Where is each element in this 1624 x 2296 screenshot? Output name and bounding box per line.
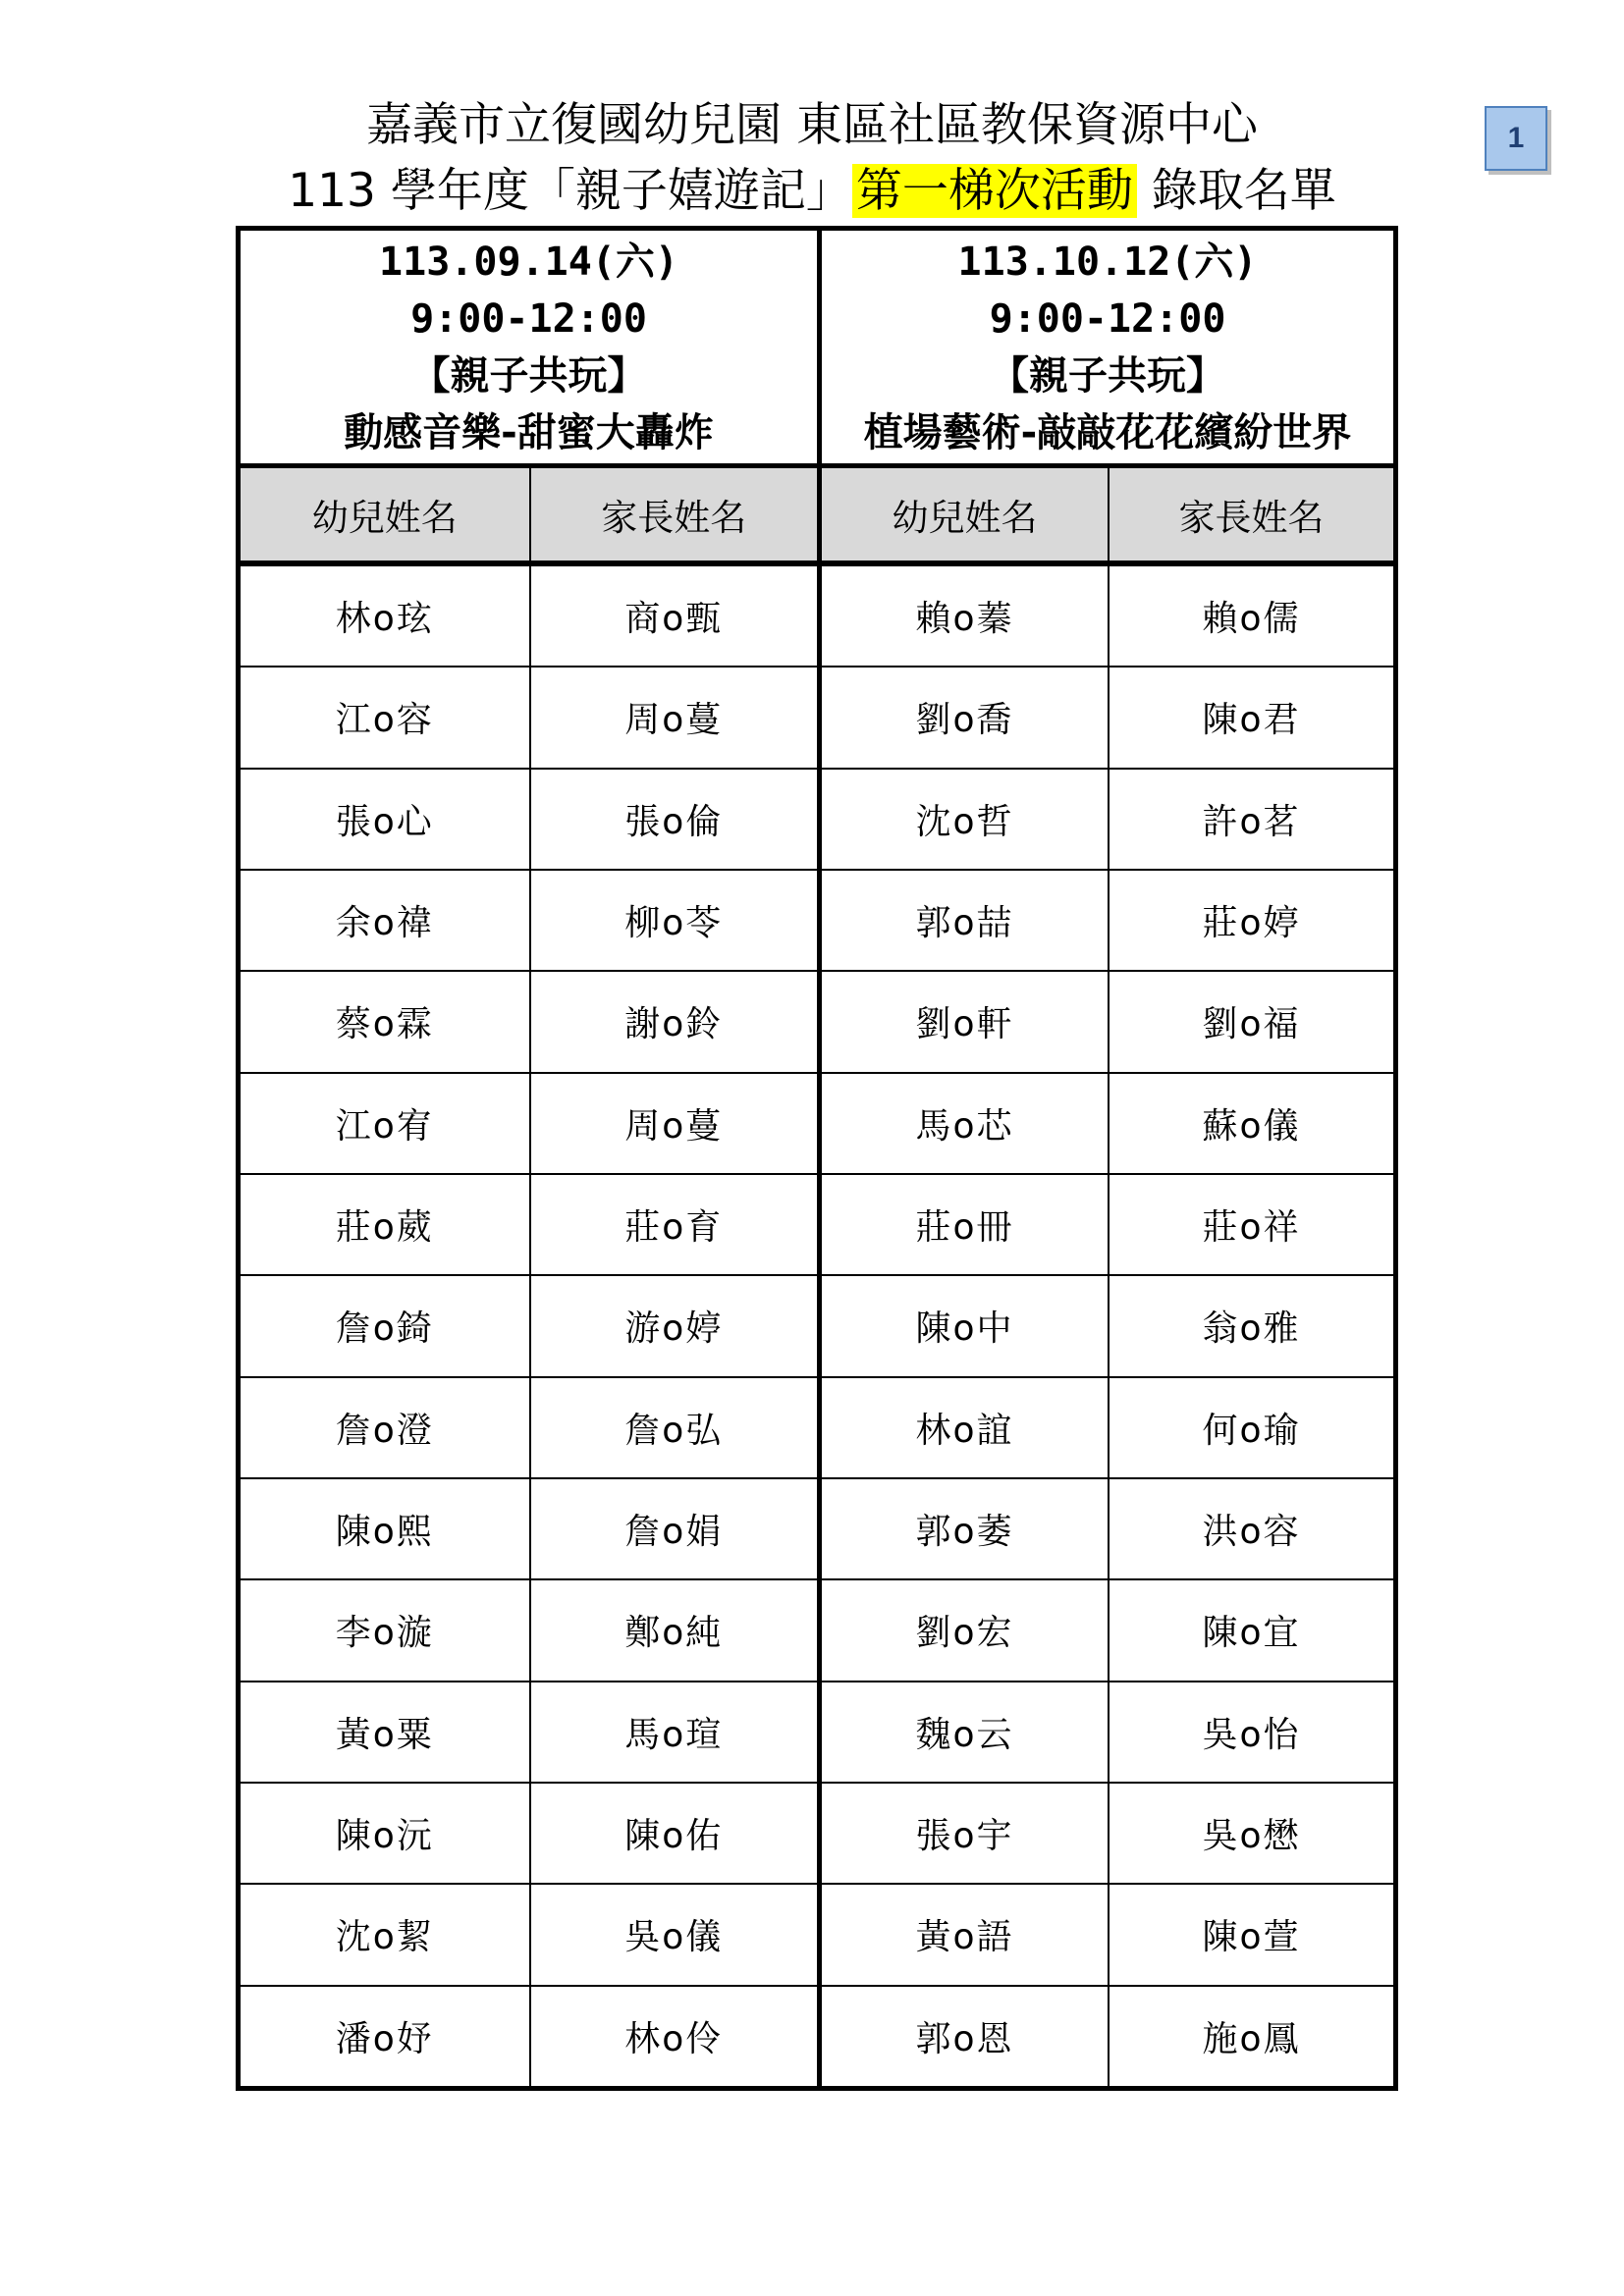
parent-name-cell: 蘇o儀: [1108, 1074, 1393, 1173]
highlighted-phrase: 第一梯次活動: [852, 164, 1137, 218]
child-name-cell: 莊o葳: [335, 1207, 434, 1249]
child-name-cell: 黃o語: [915, 1917, 1014, 1958]
table-row: [241, 770, 817, 871]
child-name-cell: 詹o錡: [335, 1308, 434, 1350]
table-row: [241, 1074, 817, 1175]
table-row: [822, 1479, 1393, 1580]
table-row: [241, 1378, 817, 1479]
session-header: [822, 231, 1393, 468]
parent-name-cell: 詹o弘: [529, 1378, 818, 1477]
parent-name-cell: 賴o儒: [1108, 566, 1393, 666]
parent-name-cell: 劉o福: [1108, 972, 1393, 1071]
child-name-cell: 余o禕: [335, 903, 434, 944]
parent-name-cell: 謝o鈴: [529, 972, 818, 1071]
parent-name-cell: 莊o育: [529, 1175, 818, 1274]
table-row: [241, 667, 817, 769]
parent-name-cell: 陳o宜: [1108, 1580, 1393, 1680]
child-name-cell: 沈o哲: [915, 801, 1014, 842]
parent-name-cell: 何o瑜: [1108, 1378, 1393, 1477]
child-name-cell: 劉o宏: [915, 1613, 1014, 1654]
parent-name-cell: 陳o佑: [529, 1784, 818, 1883]
column-headers: [822, 468, 1393, 566]
table-row: [822, 1175, 1393, 1276]
parent-name-cell: 吳o懋: [1108, 1784, 1393, 1883]
session-type: 【親子共玩】: [410, 352, 647, 399]
parent-name-cell: 馬o瑄: [529, 1682, 818, 1782]
parent-name-header: 家長姓名: [529, 468, 818, 561]
child-name-cell: 沈o絜: [335, 1917, 434, 1958]
table-row: [822, 1682, 1393, 1784]
session-theme: 動感音樂-甜蜜大轟炸: [344, 409, 714, 455]
child-name-cell: 郭o萎: [915, 1512, 1014, 1553]
table-row: [822, 1885, 1393, 1986]
table-row: [241, 1580, 817, 1682]
table-row: [822, 770, 1393, 871]
child-name-cell: 李o漩: [335, 1613, 434, 1654]
session-2-column: [817, 231, 1393, 2086]
table-row: [241, 566, 817, 667]
child-name-cell: 黃o粟: [335, 1714, 434, 1755]
child-name-cell: 張o心: [335, 801, 434, 842]
name-rows: [241, 566, 817, 2086]
child-name-cell: 潘o妤: [335, 2018, 434, 2059]
column-headers: [241, 468, 817, 566]
session-date: 113.09.14(六): [379, 239, 678, 285]
parent-name-cell: 施o鳳: [1108, 1987, 1393, 2086]
parent-name-cell: 柳o苓: [529, 871, 818, 970]
child-name-cell: 莊o冊: [915, 1207, 1014, 1249]
child-name-cell: 張o宇: [915, 1816, 1014, 1857]
child-name-cell: 陳o中: [915, 1308, 1014, 1350]
table-row: [822, 871, 1393, 972]
table-row: [822, 1987, 1393, 2086]
parent-name-cell: 商o甄: [529, 566, 818, 666]
session-date: 113.10.12(六): [957, 239, 1258, 285]
table-row: [822, 667, 1393, 769]
table-row: [241, 1682, 817, 1784]
table-row: [241, 1987, 817, 2086]
parent-name-cell: 莊o祥: [1108, 1175, 1393, 1274]
child-name-cell: 劉o喬: [915, 700, 1014, 741]
table-row: [241, 1784, 817, 1885]
parent-name-cell: 吳o怡: [1108, 1682, 1393, 1782]
parent-name-cell: 翁o雅: [1108, 1276, 1393, 1375]
table-row: [241, 972, 817, 1073]
table-row: [822, 566, 1393, 667]
table-row: [822, 1074, 1393, 1175]
table-row: [822, 1580, 1393, 1682]
table-row: [241, 1276, 817, 1377]
name-rows: [822, 566, 1393, 2086]
parent-name-header: 家長姓名: [1108, 468, 1393, 561]
child-name-header: 幼兒姓名: [892, 497, 1038, 539]
parent-name-cell: 詹o娟: [529, 1479, 818, 1578]
parent-name-cell: 周o蔓: [529, 1074, 818, 1173]
session-time: 9:00-12:00: [989, 295, 1226, 342]
session-1-column: [241, 231, 817, 2086]
parent-name-cell: 游o婷: [529, 1276, 818, 1375]
subtitle-suffix: 錄取名單: [1136, 164, 1336, 218]
child-name-header: 幼兒姓名: [311, 497, 458, 539]
session-type: 【親子共玩】: [990, 352, 1225, 399]
child-name-cell: 陳o沅: [335, 1816, 434, 1857]
parent-name-cell: 林o伶: [529, 1987, 818, 2086]
parent-name-cell: 陳o萱: [1108, 1885, 1393, 1984]
parent-name-cell: 莊o婷: [1108, 871, 1393, 970]
parent-name-cell: 許o茗: [1108, 770, 1393, 869]
parent-name-cell: 周o蔓: [529, 667, 818, 767]
page-number-badge: 1: [1485, 106, 1547, 171]
parent-name-cell: 陳o君: [1108, 667, 1393, 767]
parent-name-cell: 張o倫: [529, 770, 818, 869]
table-row: [241, 1885, 817, 1986]
subtitle-prefix: 113 學年度「親子嬉遊記」: [288, 164, 852, 218]
child-name-cell: 陳o熙: [335, 1512, 434, 1553]
child-name-cell: 蔡o霖: [335, 1004, 434, 1045]
table-row: [241, 1479, 817, 1580]
table-row: [822, 1378, 1393, 1479]
child-name-cell: 郭o喆: [915, 903, 1014, 944]
session-theme: 植場藝術-敲敲花花繽紛世界: [863, 409, 1352, 455]
child-name-cell: 魏o云: [915, 1714, 1014, 1755]
parent-name-cell: 鄭o純: [529, 1580, 818, 1680]
table-row: [241, 871, 817, 972]
child-name-cell: 江o容: [335, 700, 434, 741]
document-title: 嘉義市立復國幼兒園 東區社區教保資源中心: [366, 98, 1258, 152]
child-name-cell: 劉o軒: [915, 1004, 1014, 1045]
parent-name-cell: 洪o容: [1108, 1479, 1393, 1578]
table-row: [241, 1175, 817, 1276]
document-subtitle: [0, 162, 1624, 221]
admission-roster-table: [236, 226, 1398, 2091]
child-name-cell: 郭o恩: [915, 2018, 1014, 2059]
child-name-cell: 賴o蓁: [915, 599, 1014, 640]
child-name-cell: 江o宥: [335, 1105, 434, 1147]
child-name-cell: 馬o芯: [915, 1105, 1014, 1147]
table-row: [822, 1784, 1393, 1885]
table-row: [822, 972, 1393, 1073]
child-name-cell: 林o玹: [335, 599, 434, 640]
table-row: [822, 1276, 1393, 1377]
child-name-cell: 林o誼: [915, 1410, 1014, 1451]
parent-name-cell: 吳o儀: [529, 1885, 818, 1984]
session-time: 9:00-12:00: [410, 295, 647, 342]
child-name-cell: 詹o澄: [335, 1410, 434, 1451]
session-header: [241, 231, 817, 468]
